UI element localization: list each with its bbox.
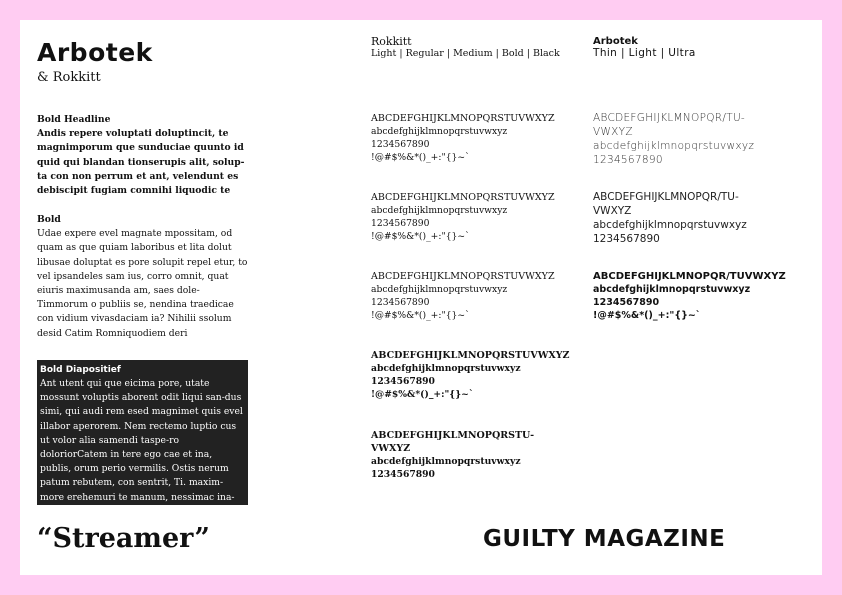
arbotek-thin-upper-1: ABCDEFGHIJKLMNOPQR/TU-: [593, 112, 746, 124]
arbotek-thin-lower: abcdefghijklmnopqrstuvwxyz: [593, 140, 755, 152]
bold-block: [37, 213, 249, 341]
arbotek-ultra-digits: 1234567890: [593, 297, 660, 308]
rokkitt-name: Rokkitt: [371, 35, 412, 48]
arbotek-ultra-upper: ABCDEFGHIJKLMNOPQR/TUVWXYZ: [593, 271, 786, 282]
arbotek-light-upper-2: VWXYZ: [593, 205, 632, 217]
arbotek-ultra-lower: abcdefghijklmnopqrstuvwxyz: [593, 284, 751, 295]
arbotek-thin-upper-2: VWXYZ: [593, 126, 633, 138]
arbotek-ultra-specimen: [593, 270, 803, 322]
bold-body: Udae expere evel magnate mpossitam, od quam as que quiam laboribus et lita dolut libusae doluptat es pore solupit repel etur, to vel ipsandeles sam ius, corro omnit, quat eiuris maximusanda am, saes dole-Timmorum o publiis se, nendina traedicae con vidium vivasdaciam ia? Nihilii ssolum desid Catim Romniquodiem deri: [37, 228, 248, 339]
rokkitt-regular-symbols: !@#$%&*()_+:"{}~`: [371, 231, 470, 242]
rokkitt-regular-upper: ABCDEFGHIJKLMNOPQRSTUVWXYZ: [371, 192, 555, 203]
arbotek-light-digits: 1234567890: [593, 233, 660, 245]
streamer-sample: “Streamer”: [37, 523, 210, 554]
diapositief-body: Ant utent qui que eicima pore, utate mossunt voluptis aborent odit liqui san-dus simi, qui audi rem esed magnimet quis evel illabor aperorem. Nem rectemo luptio cus ut volor alia samendi taspe-ro doloriorCatem in tere ego cae et ina, publis, orum perio vermilis. Ostis nerum patum rebutem, con sentrit, Ti. maxim-more erehemuri te manum, nessimac ina-: [40, 378, 243, 503]
arbotek-name: Arbotek: [593, 36, 638, 47]
guilty-magazine-sample: GUILTY MAGAZINE: [483, 526, 726, 552]
specimen-page: [20, 20, 822, 575]
rokkitt-header: [371, 35, 591, 59]
rokkitt-bold-upper: ABCDEFGHIJKLMNOPQRSTUVWXYZ: [371, 350, 570, 361]
rokkitt-black-lower: abcdefghijklmnopqrstuvwxyz: [371, 456, 521, 467]
rokkitt-black-specimen: [371, 429, 591, 481]
bold-headline-block: [37, 113, 249, 198]
rokkitt-medium-symbols: !@#$%&*()_+:"{}~`: [371, 310, 470, 321]
rokkitt-bold-lower: abcdefghijklmnopqrstuvwxyz: [371, 363, 521, 374]
rokkitt-light-specimen: [371, 112, 591, 164]
rokkitt-light-upper: ABCDEFGHIJKLMNOPQRSTUVWXYZ: [371, 113, 555, 124]
rokkitt-regular-specimen: [371, 191, 591, 243]
rokkitt-regular-lower: abcdefghijklmnopqrstuvwxyz: [371, 205, 508, 216]
rokkitt-bold-symbols: !@#$%&*()_+:"{}~`: [371, 389, 474, 400]
arbotek-ultra-symbols: !@#$%&*()_+:"{}~`: [593, 310, 701, 321]
arbotek-thin-specimen: [593, 111, 803, 167]
rokkitt-light-lower: abcdefghijklmnopqrstuvwxyz: [371, 126, 508, 137]
rokkitt-medium-upper: ABCDEFGHIJKLMNOPQRSTUVWXYZ: [371, 271, 555, 282]
rokkitt-black-digits: 1234567890: [371, 469, 435, 480]
rokkitt-medium-specimen: [371, 270, 591, 322]
page-subtitle: & Rokkitt: [37, 70, 101, 85]
diapositief-title: Bold Diapositief: [40, 365, 121, 375]
rokkitt-bold-specimen: [371, 349, 591, 401]
rokkitt-black-upper-2: VWXYZ: [371, 443, 411, 454]
arbotek-header: [593, 36, 803, 59]
diapositief-box: [37, 360, 248, 505]
bold-title: Bold: [37, 214, 61, 225]
arbotek-light-upper-1: ABCDEFGHIJKLMNOPQR/TU-: [593, 191, 739, 203]
rokkitt-weights: Light | Regular | Medium | Bold | Black: [371, 48, 560, 59]
arbotek-light-specimen: [593, 190, 803, 246]
arbotek-light-lower: abcdefghijklmnopqrstuvwxyz: [593, 219, 747, 231]
rokkitt-regular-digits: 1234567890: [371, 218, 430, 229]
arbotek-thin-digits: 1234567890: [593, 154, 663, 166]
arbotek-weights: Thin | Light | Ultra: [593, 47, 696, 59]
page-title: Arbotek: [37, 38, 153, 67]
rokkitt-medium-lower: abcdefghijklmnopqrstuvwxyz: [371, 284, 508, 295]
rokkitt-light-symbols: !@#$%&*()_+:"{}~`: [371, 152, 470, 163]
rokkitt-black-upper-1: ABCDEFGHIJKLMNOPQRSTU-: [371, 430, 535, 441]
rokkitt-bold-digits: 1234567890: [371, 376, 435, 387]
bold-headline-title: Bold Headline: [37, 114, 111, 125]
rokkitt-light-digits: 1234567890: [371, 139, 430, 150]
rokkitt-medium-digits: 1234567890: [371, 297, 430, 308]
bold-headline-body: Andis repere voluptati doluptincit, te magnimporum que sunduciae quunto id quid qui blandan tionserupis alit, solup-ta con non perrum et ant, velendunt es debiscipit fugiam comnihi liquodic te: [37, 128, 245, 197]
